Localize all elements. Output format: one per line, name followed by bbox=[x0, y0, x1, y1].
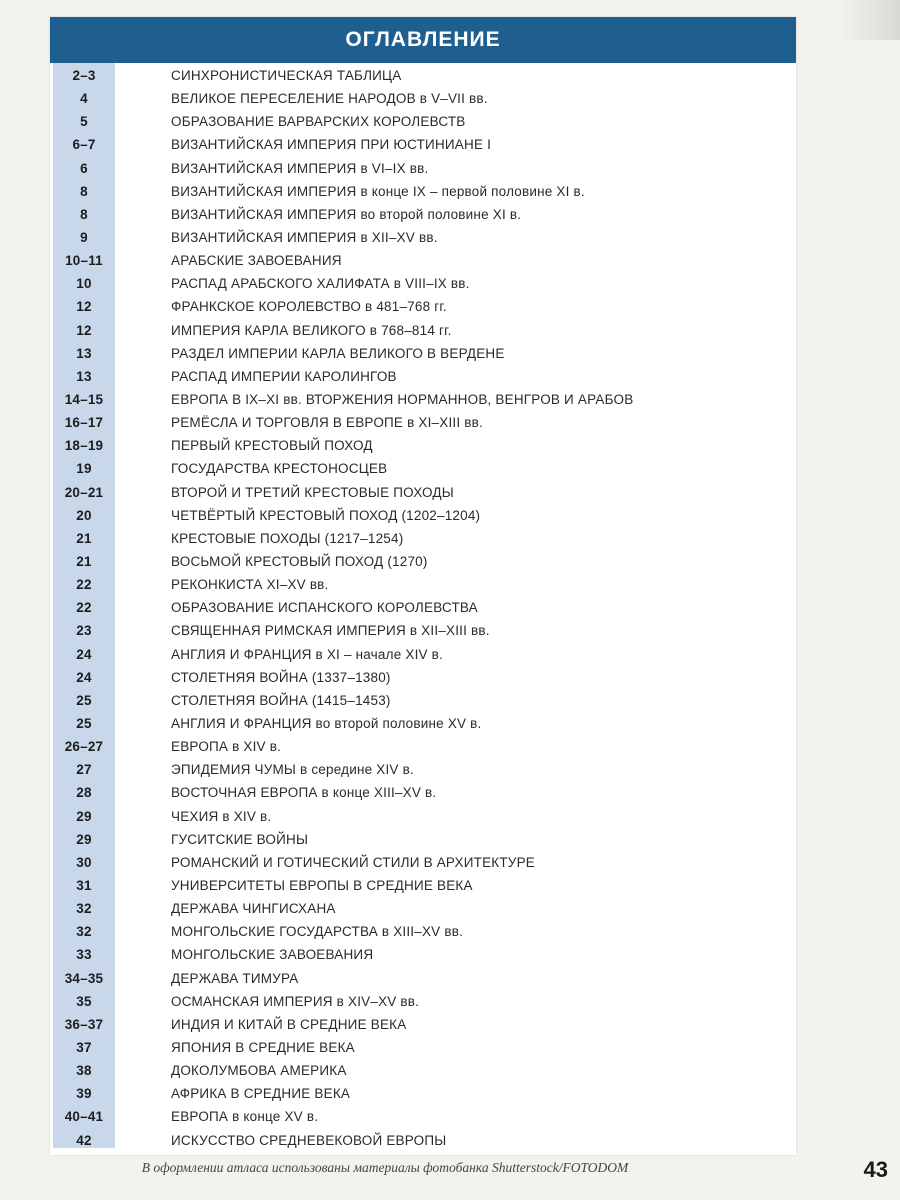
toc-entry-title: ВОСТОЧНАЯ ЕВРОПА в конце XIII–XV в. bbox=[171, 785, 437, 801]
toc-entry-title: ФРАНКСКОЕ КОРОЛЕВСТВО в 481–768 гг. bbox=[171, 299, 447, 315]
toc-entry-page: 22 bbox=[76, 600, 92, 616]
toc-entry-title: ИНДИЯ И КИТАЙ В СРЕДНИЕ ВЕКА bbox=[171, 1016, 407, 1032]
toc-entry-title: УНИВЕРСИТЕТЫ ЕВРОПЫ В СРЕДНИЕ ВЕКА bbox=[171, 877, 473, 893]
toc-entry[interactable] bbox=[50, 619, 796, 642]
toc-entry-title: ОБРАЗОВАНИЕ ВАРВАРСКИХ КОРОЛЕВСТВ bbox=[171, 114, 466, 130]
toc-entry[interactable] bbox=[50, 758, 796, 781]
toc-entry-title: ЕВРОПА в конце XV в. bbox=[171, 1109, 319, 1125]
toc-entry-page: 38 bbox=[76, 1063, 92, 1079]
toc-entry-page: 23 bbox=[76, 623, 92, 639]
toc-entry[interactable] bbox=[50, 411, 796, 434]
toc-body bbox=[50, 63, 796, 1148]
toc-entry[interactable] bbox=[50, 249, 796, 272]
toc-entry-title: СТОЛЕТНЯЯ ВОЙНА (1415–1453) bbox=[171, 692, 391, 708]
toc-entry-page: 27 bbox=[76, 762, 92, 778]
toc-entry-page: 36–37 bbox=[64, 1016, 104, 1032]
toc-entry-page: 40–41 bbox=[64, 1109, 104, 1125]
toc-entry-page: 26–27 bbox=[64, 739, 104, 755]
toc-entry-page: 14–15 bbox=[64, 392, 104, 408]
toc-entry[interactable] bbox=[50, 666, 796, 689]
toc-entry[interactable] bbox=[50, 133, 796, 156]
toc-entry-page: 35 bbox=[76, 993, 92, 1009]
toc-entry-title: ДОКОЛУМБОВА АМЕРИКА bbox=[171, 1063, 347, 1079]
toc-entry[interactable] bbox=[50, 1013, 796, 1036]
toc-entry-title: РЕМЁСЛА И ТОРГОВЛЯ В ЕВРОПЕ в XI–XIII вв. bbox=[171, 415, 483, 431]
toc-entry-page: 12 bbox=[76, 322, 92, 338]
toc-entry-title: ВИЗАНТИЙСКАЯ ИМПЕРИЯ в XII–XV вв. bbox=[171, 230, 438, 246]
page-number: 43 bbox=[863, 1157, 888, 1182]
toc-entry-page: 37 bbox=[76, 1039, 92, 1055]
toc-entry[interactable] bbox=[50, 943, 796, 966]
footer-credit-text: В оформлении атласа использованы материалы фотобанка Shutterstock/FOTODOM bbox=[141, 1160, 629, 1175]
toc-entry[interactable] bbox=[50, 735, 796, 758]
toc-entry-title: МОНГОЛЬСКИЕ ЗАВОЕВАНИЯ bbox=[171, 947, 374, 963]
toc-entry-page: 29 bbox=[76, 831, 92, 847]
toc-entry-title: АФРИКА В СРЕДНИЕ ВЕКА bbox=[171, 1086, 351, 1102]
toc-entry-title: ВТОРОЙ И ТРЕТИЙ КРЕСТОВЫЕ ПОХОДЫ bbox=[171, 484, 454, 500]
toc-entry[interactable] bbox=[50, 1082, 796, 1105]
toc-entry[interactable] bbox=[50, 1105, 796, 1128]
page-edge-shadow bbox=[840, 0, 900, 40]
toc-entry-page: 4 bbox=[80, 91, 88, 107]
toc-entry-title: ЧЕХИЯ в XIV в. bbox=[171, 808, 272, 824]
toc-entry-title: ВИЗАНТИЙСКАЯ ИМПЕРИЯ в VI–IX вв. bbox=[171, 160, 429, 176]
toc-entry[interactable] bbox=[50, 712, 796, 735]
toc-entry[interactable] bbox=[50, 1128, 796, 1151]
toc-entry[interactable] bbox=[50, 157, 796, 180]
toc-entry-page: 42 bbox=[76, 1132, 92, 1148]
toc-list bbox=[50, 64, 796, 1152]
toc-entry-title: РЕКОНКИСТА XI–XV вв. bbox=[171, 577, 329, 593]
toc-entry-title: РАЗДЕЛ ИМПЕРИИ КАРЛА ВЕЛИКОГО В ВЕРДЕНЕ bbox=[171, 345, 505, 361]
toc-entry[interactable] bbox=[50, 87, 796, 110]
toc-entry-page: 30 bbox=[76, 854, 92, 870]
toc-entry[interactable] bbox=[50, 920, 796, 943]
toc-entry-title: КРЕСТОВЫЕ ПОХОДЫ (1217–1254) bbox=[171, 530, 404, 546]
toc-entry-page: 12 bbox=[76, 299, 92, 315]
toc-entry[interactable] bbox=[50, 527, 796, 550]
toc-entry-page: 24 bbox=[76, 646, 92, 662]
toc-entry-page: 20–21 bbox=[64, 484, 104, 500]
toc-entry[interactable] bbox=[50, 388, 796, 411]
toc-entry-page: 8 bbox=[80, 183, 88, 199]
toc-entry-page: 10–11 bbox=[65, 253, 103, 269]
toc-entry[interactable] bbox=[50, 573, 796, 596]
toc-entry-title: ВИЗАНТИЙСКАЯ ИМПЕРИЯ во второй половине XI в. bbox=[171, 206, 522, 222]
toc-entry[interactable] bbox=[50, 342, 796, 365]
toc-entry[interactable] bbox=[50, 481, 796, 504]
toc-entry[interactable] bbox=[50, 295, 796, 318]
toc-entry[interactable] bbox=[50, 365, 796, 388]
toc-entry-page: 6 bbox=[80, 160, 88, 176]
toc-entry-page: 31 bbox=[76, 877, 92, 893]
toc-entry[interactable] bbox=[50, 897, 796, 920]
toc-entry-title: ВИЗАНТИЙСКАЯ ИМПЕРИЯ ПРИ ЮСТИНИАНЕ I bbox=[171, 137, 492, 153]
toc-entry[interactable] bbox=[50, 1059, 796, 1082]
toc-entry-title: ЕВРОПА в XIV в. bbox=[171, 739, 282, 755]
toc-entry-page: 25 bbox=[76, 716, 92, 731]
toc-entry-page: 13 bbox=[76, 345, 92, 361]
toc-entry-title: ЕВРОПА В IX–XI вв. ВТОРЖЕНИЯ НОРМАННОВ, ВЕНГРОВ И АРАБОВ bbox=[171, 392, 634, 408]
toc-entry-page: 16–17 bbox=[64, 415, 104, 431]
toc-entry-page: 6–7 bbox=[72, 137, 96, 153]
toc-entry-title: ДЕРЖАВА ЧИНГИСХАНА bbox=[171, 901, 336, 917]
toc-entry-page: 19 bbox=[76, 461, 92, 477]
toc-entry-title: АРАБСКИЕ ЗАВОЕВАНИЯ bbox=[171, 253, 342, 269]
toc-entry[interactable] bbox=[50, 990, 796, 1013]
toc-entry-title: СВЯЩЕННАЯ РИМСКАЯ ИМПЕРИЯ в XII–XIII вв. bbox=[171, 623, 490, 639]
toc-entry-page: 9 bbox=[80, 230, 88, 246]
toc-entry-title: ДЕРЖАВА ТИМУРА bbox=[171, 970, 299, 986]
toc-entry-page: 21 bbox=[76, 530, 92, 546]
toc-title: ОГЛАВЛЕНИЕ bbox=[345, 28, 501, 51]
toc-entry[interactable] bbox=[50, 828, 796, 851]
toc-entry[interactable] bbox=[50, 1036, 796, 1059]
toc-entry-page: 20 bbox=[76, 507, 92, 523]
toc-entry-page: 39 bbox=[76, 1086, 92, 1102]
toc-entry[interactable] bbox=[50, 203, 796, 226]
toc-entry-page: 32 bbox=[76, 924, 92, 940]
toc-entry-title: ИСКУССТВО СРЕДНЕВЕКОВОЙ ЕВРОПЫ bbox=[171, 1132, 447, 1148]
toc-entry-page: 13 bbox=[76, 368, 92, 384]
toc-entry-page: 22 bbox=[76, 577, 92, 593]
toc-entry-page: 10 bbox=[76, 276, 92, 292]
toc-entry-page: 8 bbox=[80, 206, 88, 222]
toc-entry[interactable] bbox=[50, 643, 796, 666]
toc-entry-title: РОМАНСКИЙ И ГОТИЧЕСКИЙ СТИЛИ В АРХИТЕКТУРЕ bbox=[171, 854, 535, 870]
footer-credit bbox=[0, 1160, 900, 1176]
toc-entry-title: ОБРАЗОВАНИЕ ИСПАНСКОГО КОРОЛЕВСТВА bbox=[171, 600, 478, 616]
toc-entry-page: 33 bbox=[76, 947, 92, 963]
toc-entry[interactable] bbox=[50, 874, 796, 897]
toc-entry-title: ВОСЬМОЙ КРЕСТОВЫЙ ПОХОД (1270) bbox=[171, 554, 428, 570]
toc-entry-page: 21 bbox=[76, 554, 92, 570]
toc-entry-title: ГУСИТСКИЕ ВОЙНЫ bbox=[171, 831, 309, 847]
toc-entry[interactable] bbox=[50, 966, 796, 989]
toc-entry-title: СТОЛЕТНЯЯ ВОЙНА (1337–1380) bbox=[171, 669, 391, 685]
toc-entry[interactable] bbox=[50, 596, 796, 619]
toc-entry-page: 29 bbox=[76, 808, 92, 824]
toc-entry-title: ЯПОНИЯ В СРЕДНИЕ ВЕКА bbox=[171, 1039, 355, 1055]
toc-entry-title: ОСМАНСКАЯ ИМПЕРИЯ в XIV–XV вв. bbox=[171, 993, 420, 1009]
toc-entry-title: РАСПАД ИМПЕРИИ КАРОЛИНГОВ bbox=[171, 368, 397, 384]
toc-entry[interactable] bbox=[50, 550, 796, 573]
toc-entry[interactable] bbox=[50, 504, 796, 527]
toc-entry-page: 24 bbox=[76, 669, 92, 685]
table-of-contents bbox=[50, 17, 796, 1155]
toc-entry[interactable] bbox=[50, 689, 796, 712]
toc-entry-title: ЭПИДЕМИЯ ЧУМЫ в середине XIV в. bbox=[171, 762, 414, 778]
toc-entry-page: 18–19 bbox=[64, 438, 104, 454]
toc-entry-page: 32 bbox=[76, 901, 92, 917]
toc-entry-page: 28 bbox=[76, 785, 92, 801]
toc-entry-title: РАСПАД АРАБСКОГО ХАЛИФАТА в VIII–IX вв. bbox=[171, 276, 470, 292]
toc-entry-title: АНГЛИЯ И ФРАНЦИЯ в XI – начале XIV в. bbox=[171, 646, 443, 662]
toc-entry[interactable] bbox=[50, 272, 796, 295]
toc-entry[interactable] bbox=[50, 805, 796, 828]
toc-entry-title: СИНХРОНИСТИЧЕСКАЯ ТАБЛИЦА bbox=[171, 68, 402, 84]
toc-entry-title: ГОСУДАРСТВА КРЕСТОНОСЦЕВ bbox=[171, 461, 388, 477]
toc-entry-page: 34–35 bbox=[64, 970, 104, 986]
toc-entry-page: 25 bbox=[76, 692, 92, 708]
toc-entry-title: ВЕЛИКОЕ ПЕРЕСЕЛЕНИЕ НАРОДОВ в V–VII вв. bbox=[171, 91, 488, 107]
toc-entry-page: 2–3 bbox=[72, 68, 96, 84]
toc-entry-title: АНГЛИЯ И ФРАНЦИЯ во второй половине XV в. bbox=[171, 716, 482, 731]
toc-entry-title: МОНГОЛЬСКИЕ ГОСУДАРСТВА в XIII–XV вв. bbox=[171, 924, 464, 940]
toc-entry-title: ИМПЕРИЯ КАРЛА ВЕЛИКОГО в 768–814 гг. bbox=[171, 322, 452, 338]
toc-entry[interactable] bbox=[50, 64, 796, 87]
toc-entry[interactable] bbox=[50, 434, 796, 457]
toc-entry-title: ЧЕТВЁРТЫЙ КРЕСТОВЫЙ ПОХОД (1202–1204) bbox=[171, 507, 481, 523]
toc-entry-page: 5 bbox=[80, 114, 88, 130]
toc-entry[interactable] bbox=[50, 781, 796, 804]
toc-entry[interactable] bbox=[50, 110, 796, 133]
toc-entry[interactable] bbox=[50, 457, 796, 480]
toc-entry[interactable] bbox=[50, 319, 796, 342]
toc-entry[interactable] bbox=[50, 851, 796, 874]
toc-entry[interactable] bbox=[50, 180, 796, 203]
toc-entry-title: ПЕРВЫЙ КРЕСТОВЫЙ ПОХОД bbox=[171, 438, 373, 454]
toc-entry-title: ВИЗАНТИЙСКАЯ ИМПЕРИЯ в конце IX – первой половине XI в. bbox=[171, 183, 585, 199]
toc-header bbox=[50, 17, 796, 63]
toc-entry[interactable] bbox=[50, 226, 796, 249]
